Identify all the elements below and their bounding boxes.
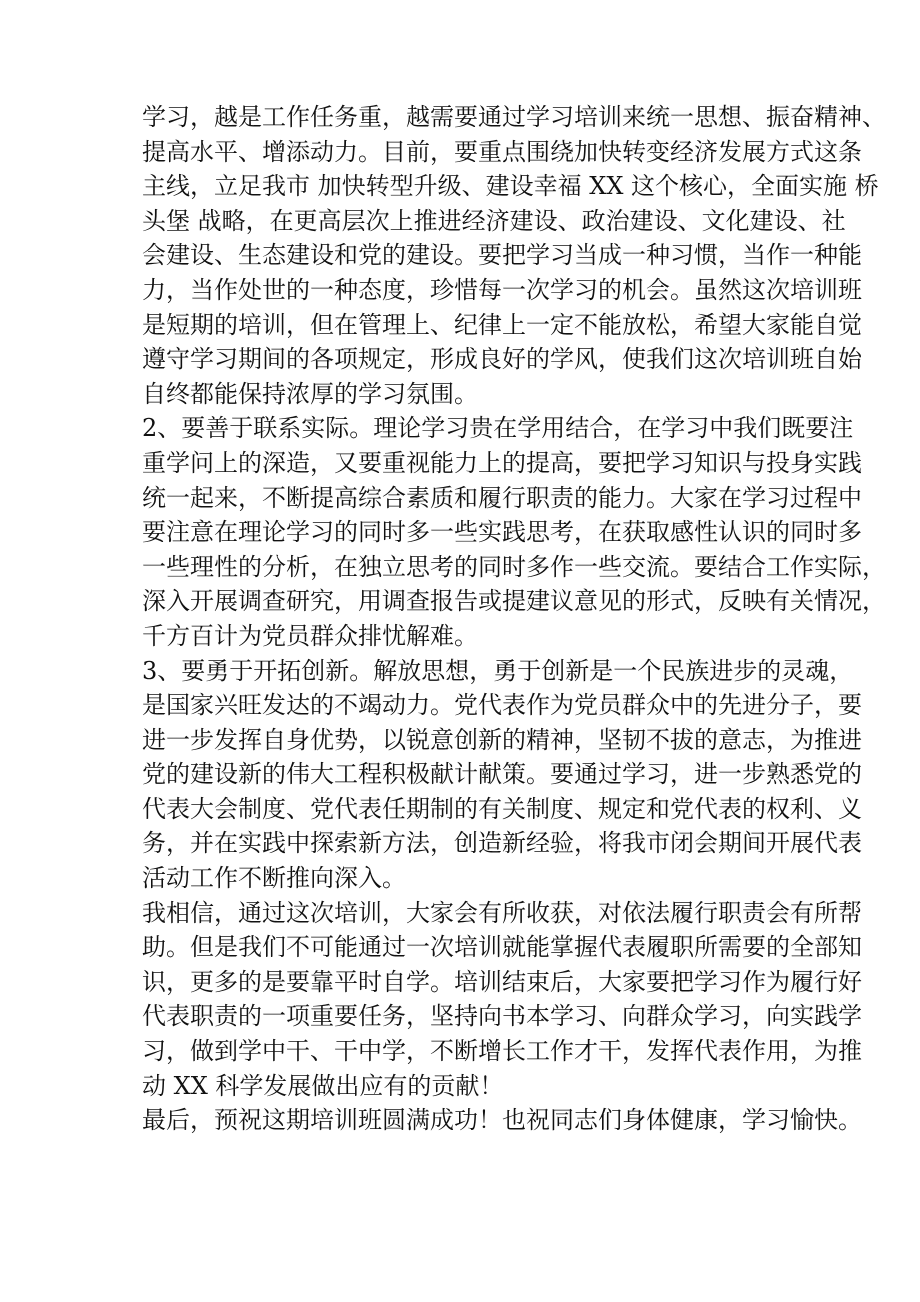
text-line: 统一起来，不断提高综合素质和履行职责的能力。大家在学习过程中 (142, 483, 862, 512)
text-line: 深入开展调查研究，用调查报告或提建议意见的形式，反映有关情况， (142, 587, 886, 616)
text-line: 一些理性的分析，在独立思考的同时多作一些交流。要结合工作实际， (142, 552, 886, 581)
text-line: 2、要善于联系实际。理论学习贵在学用结合，在学习中我们既要注 (142, 414, 854, 443)
paragraph-point-3 (142, 654, 862, 896)
paragraph-expectation (142, 896, 862, 1104)
text-line: 力，当作处世的一种态度，珍惜每一次学习的机会。虽然这次培训班 (142, 275, 862, 304)
text-line: 代表大会制度、党代表任期制的有关制度、规定和党代表的权利、义 (142, 794, 862, 823)
text-line: 3、要勇于开拓创新。解放思想，勇于创新是一个民族进步的灵魂， (142, 656, 854, 685)
text-line: 活动工作不断推向深入。 (142, 864, 406, 893)
paragraph-study-importance (142, 100, 886, 411)
text-line: 习，做到学中干、干中学，不断增长工作才干，发挥代表作用，为推 (142, 1037, 862, 1066)
text-line: 重学问上的深造，又要重视能力上的提高，要把学习知识与投身实践 (142, 448, 862, 477)
text-line: 动 XX 科学发展做出应有的贡献！ (142, 1071, 504, 1100)
document-body (142, 100, 886, 1138)
text-line: 千方百计为党员群众排忧解难。 (142, 621, 478, 650)
text-line: 识，更多的是要靠平时自学。培训结束后，大家要把学习作为履行好 (142, 967, 862, 996)
text-line: 是短期的培训，但在管理上、纪律上一定不能放松，希望大家能自觉 (142, 310, 862, 339)
text-line: 最后，预祝这期培训班圆满成功！也祝同志们身体健康，学习愉快。 (142, 1106, 862, 1135)
text-line: 会建设、生态建设和党的建设。要把学习当成一种习惯，当作一种能 (142, 241, 862, 270)
text-line: 进一步发挥自身优势，以锐意创新的精神，坚韧不拔的意志，为推进 (142, 725, 862, 754)
paragraph-closing (142, 1103, 862, 1138)
text-line: 主线，立足我市 加快转型升级、建设幸福 XX 这个核心，全面实施 桥 (142, 172, 879, 201)
text-line: 学习，越是工作任务重，越需要通过学习培训来统一思想、振奋精神、 (142, 103, 886, 131)
text-line: 提高水平、增添动力。目前，要重点围绕加快转变经济发展方式这条 (142, 137, 862, 166)
text-line: 代表职责的一项重要任务，坚持向书本学习、向群众学习，向实践学 (142, 1002, 862, 1031)
text-line: 务，并在实践中探索新方法，创造新经验，将我市闭会期间开展代表 (142, 829, 862, 858)
text-line: 自终都能保持浓厚的学习氛围。 (142, 379, 478, 408)
text-line: 头堡 战略，在更高层次上推进经济建设、政治建设、文化建设、社 (142, 206, 846, 235)
text-line: 我相信，通过这次培训，大家会有所收获，对依法履行职责会有所帮 (142, 898, 862, 927)
text-line: 遵守学习期间的各项规定，形成良好的学风，使我们这次培训班自始 (142, 345, 862, 374)
text-line: 是国家兴旺发达的不竭动力。党代表作为党员群众中的先进分子，要 (142, 691, 862, 720)
paragraph-point-2 (142, 411, 886, 653)
text-line: 党的建设新的伟大工程积极献计献策。要通过学习，进一步熟悉党的 (142, 760, 862, 789)
text-line: 要注意在理论学习的同时多一些实践思考，在获取感性认识的同时多 (142, 518, 862, 547)
text-line: 助。但是我们不可能通过一次培训就能掌握代表履职所需要的全部知 (142, 933, 862, 962)
